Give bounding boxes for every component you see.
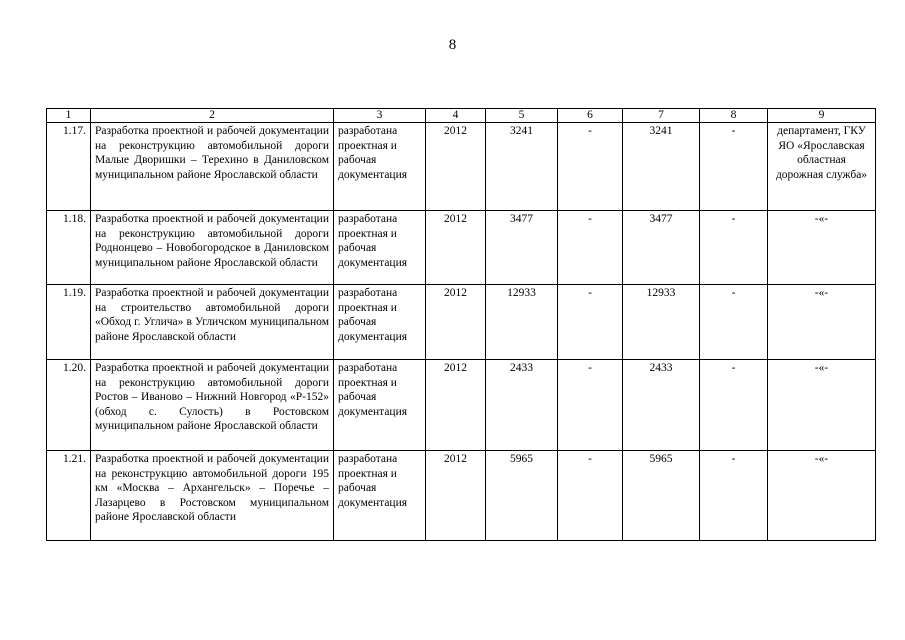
row-executor: -«- [768,360,876,451]
row-total: 2433 [486,360,558,451]
row-number: 1.19. [47,285,91,360]
row-col8: - [700,211,768,285]
row-number: 1.17. [47,123,91,211]
row-year: 2012 [426,360,486,451]
row-status: разработана проектная и рабочая документация [334,211,426,285]
page-number: 8 [448,37,457,53]
row-status: разработана проектная и рабочая документация [334,451,426,541]
row-executor: -«- [768,451,876,541]
row-col8: - [700,451,768,541]
row-col8: - [700,360,768,451]
header-row [47,109,876,123]
row-total: 3477 [486,211,558,285]
row-col7: 3241 [623,123,700,211]
table-row [47,211,876,285]
row-executor: -«- [768,285,876,360]
row-col7: 3477 [623,211,700,285]
row-number: 1.21. [47,451,91,541]
header-cell: 8 [700,109,768,123]
row-executor: -«- [768,211,876,285]
table-row [47,451,876,541]
header-cell: 4 [426,109,486,123]
row-status: разработана проектная и рабочая документация [334,123,426,211]
row-total: 12933 [486,285,558,360]
row-col7: 2433 [623,360,700,451]
row-col8: - [700,285,768,360]
row-description: Разработка проектной и рабочей документации на реконструкцию автомобильной дороги Ростов – Иваново – Нижний Новгород «Р-152» (обход с. Сулость) в Ростовском муниципальном районе Ярославской области [91,360,334,451]
row-col6: - [558,211,623,285]
header-cell: 3 [334,109,426,123]
header-cell: 5 [486,109,558,123]
row-description: Разработка проектной и рабочей документации на строительство автомобильной дороги «Обход г. Углича» в Угличском муниципальном районе Ярославской области [91,285,334,360]
row-year: 2012 [426,211,486,285]
row-executor: департамент, ГКУ ЯО «Ярославская областная дорожная служба» [768,123,876,211]
row-col6: - [558,123,623,211]
row-status: разработана проектная и рабочая документация [334,285,426,360]
row-description: Разработка проектной и рабочей документации на реконструкцию автомобильной дороги Малые Дворишки – Терехино в Даниловском муниципальном районе Ярославской области [91,123,334,211]
row-description: Разработка проектной и рабочей документации на реконструкцию автомобильной дороги 195 км «Москва – Архангельск» – Поречье – Лазарцево в Ростовском муниципальном районе Ярославской области [91,451,334,541]
program-table [46,108,876,541]
row-total: 3241 [486,123,558,211]
row-col6: - [558,285,623,360]
table-row [47,123,876,211]
row-col7: 12933 [623,285,700,360]
header-cell: 7 [623,109,700,123]
row-col6: - [558,360,623,451]
header-cell: 1 [47,109,91,123]
row-status: разработана проектная и рабочая документация [334,360,426,451]
row-year: 2012 [426,285,486,360]
table-row [47,360,876,451]
row-number: 1.20. [47,360,91,451]
row-col6: - [558,451,623,541]
header-cell: 9 [768,109,876,123]
row-number: 1.18. [47,211,91,285]
row-total: 5965 [486,451,558,541]
row-description: Разработка проектной и рабочей документации на реконструкцию автомобильной дороги Роднонцево – Новобогородское в Даниловском муниципальном районе Ярославской области [91,211,334,285]
table-row [47,285,876,360]
row-year: 2012 [426,451,486,541]
row-col8: - [700,123,768,211]
row-year: 2012 [426,123,486,211]
header-cell: 6 [558,109,623,123]
row-col7: 5965 [623,451,700,541]
header-cell: 2 [91,109,334,123]
